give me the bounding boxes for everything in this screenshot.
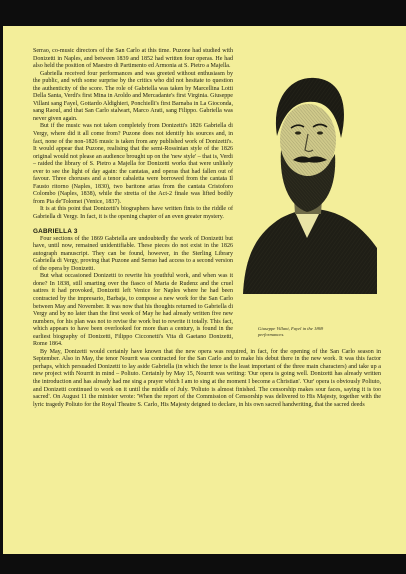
paragraph: By May, Donizetti would certainly have known that the new opera was required, in fact, for the opening of the San Carlo season in September. Also in May, the tenor Nourrit was contracted for the San Carlo and to make his debut there in the new work. It was this factor perhaps, which persuaded Donizetti to lay aside Gabriella (in which the tenor is the least important of the three main characters) and take up a new project with Nourrit in mind – Poliuto. Certainly by May 15, Nourrit was writing: 'Our opera is going well. Donizetti has already written the introduction and has already had me sing a prayer which I am to sing at the moment I become a Christian'. 'Our' opera is obviously Poliuto, and Donizetti continued to work on it until the middle of July. 'Poliuto is almost finished. The censorship makes sour faces, saying it is too sacred'. On August 11 the minister wrote: 'When the report of the Commission of Censorship was delivered to His Majesty, together with the lyric tragedy Poliuto for the Royal Theatre S. Carlo, His Majesty deigned to declare, in his own sacred handwriting, that the sacred deeds — [33, 348, 381, 408]
portrait-engraving — [237, 42, 377, 294]
paragraph: But if the music was not taken completely from Donizetti's 1826 Gabriella di Vergy, where did it all come from? Puzone does not identify his sources and, in fact, none of the non-1826 music is taken from any published work of Donizetti's. It would appear that Puzone, realising that the semi-Rossinian style of the 1826 original would not please an audience brought up on the 'new style' – that is, Verdi – raided the library of S. Pietro a Majella for Donizetti works that were unlikely ever to see the light of day again: the cantatas, and operas that had fallen out of favour. Three choruses and a tenor cabaletta were borrowed from the cantata Il Fausto ritorno (Naples, 1830), two baritone arias from the cantata Cristoforo Colombo (Naples, 1838), while the stretta of the Act-2 finale was lifted bodily from Pia de'Tolomei (Venice, 1837). — [33, 123, 233, 205]
paragraph: It is at this point that Donizetti's biographers have written finis to the riddle of Gabriella di Vergy. In fact, it is the opening chapter of an even greater mystery. — [33, 206, 233, 221]
paragraph: Four sections of the 1869 Gabriella are undoubtedly the work of Donizetti but have, until now, remained unidentifiable. These pieces do not exist in the 1826 autograph manuscript. They can be found, however, in the Sterling Library Gabriella di Vergy, proving that Puzone and Serrao had access to a second version of the opera by Donizetti. — [33, 235, 233, 272]
booklet-page — [3, 26, 406, 554]
section-heading: GABRIELLA 3 — [33, 227, 78, 235]
paragraph: Serrao, co-music directors of the San Carlo at this time. Puzone had studied with Donizetti in Naples, and between 1839 and 1852 had written four operas. He had also held the position of Maestro di Partimento ed Armonia at S. Pietro a Majella. — [33, 48, 233, 70]
paragraph: But what occasioned Donizetti to rewrite his youthful work, and when was it done? In 1838, still smarting over the fiasco of Maria de Rudenz and the cruel satires it had provoked, Donizetti left Venice for Naples where he had been contracted by the impresario, Barbaja, to compose a new work for the San Carlo between May and November. It was now that his thoughts returned to Gabriella di Vergy and by no later than the first week of May he had already written five new numbers, for his plan was not to revise the work but to rewrite it totally. This fact, which appears to have been overlooked for more than a century, is found in the earliest biography of Donizetti, Filippo Cicconetti's Vita di Gaetano Donizetti, Rome 1864. — [33, 273, 233, 348]
portrait-caption: Giuseppe Villani, Fayel in the 1869 performances. — [258, 326, 324, 337]
paragraph: Gabriella received four performances and was greeted without enthusiasm by the public, and with some surprise by the critics who did not hesitate to question the authenticity of the score. The role of Gabriella was taken by Marcellina Lotti Della Santa, Verdi's first Mina in Aroldo and Mercadante's first Virginia. Giuseppe Villani sang Fayel, Gottardo Aldighieri, Ponchielli's first Barnaba in La Gioconda, sang Raoul, and that San Carlo stalwart, Marco Arati, sang Filippo. Gabriella was never given again. — [33, 70, 233, 122]
